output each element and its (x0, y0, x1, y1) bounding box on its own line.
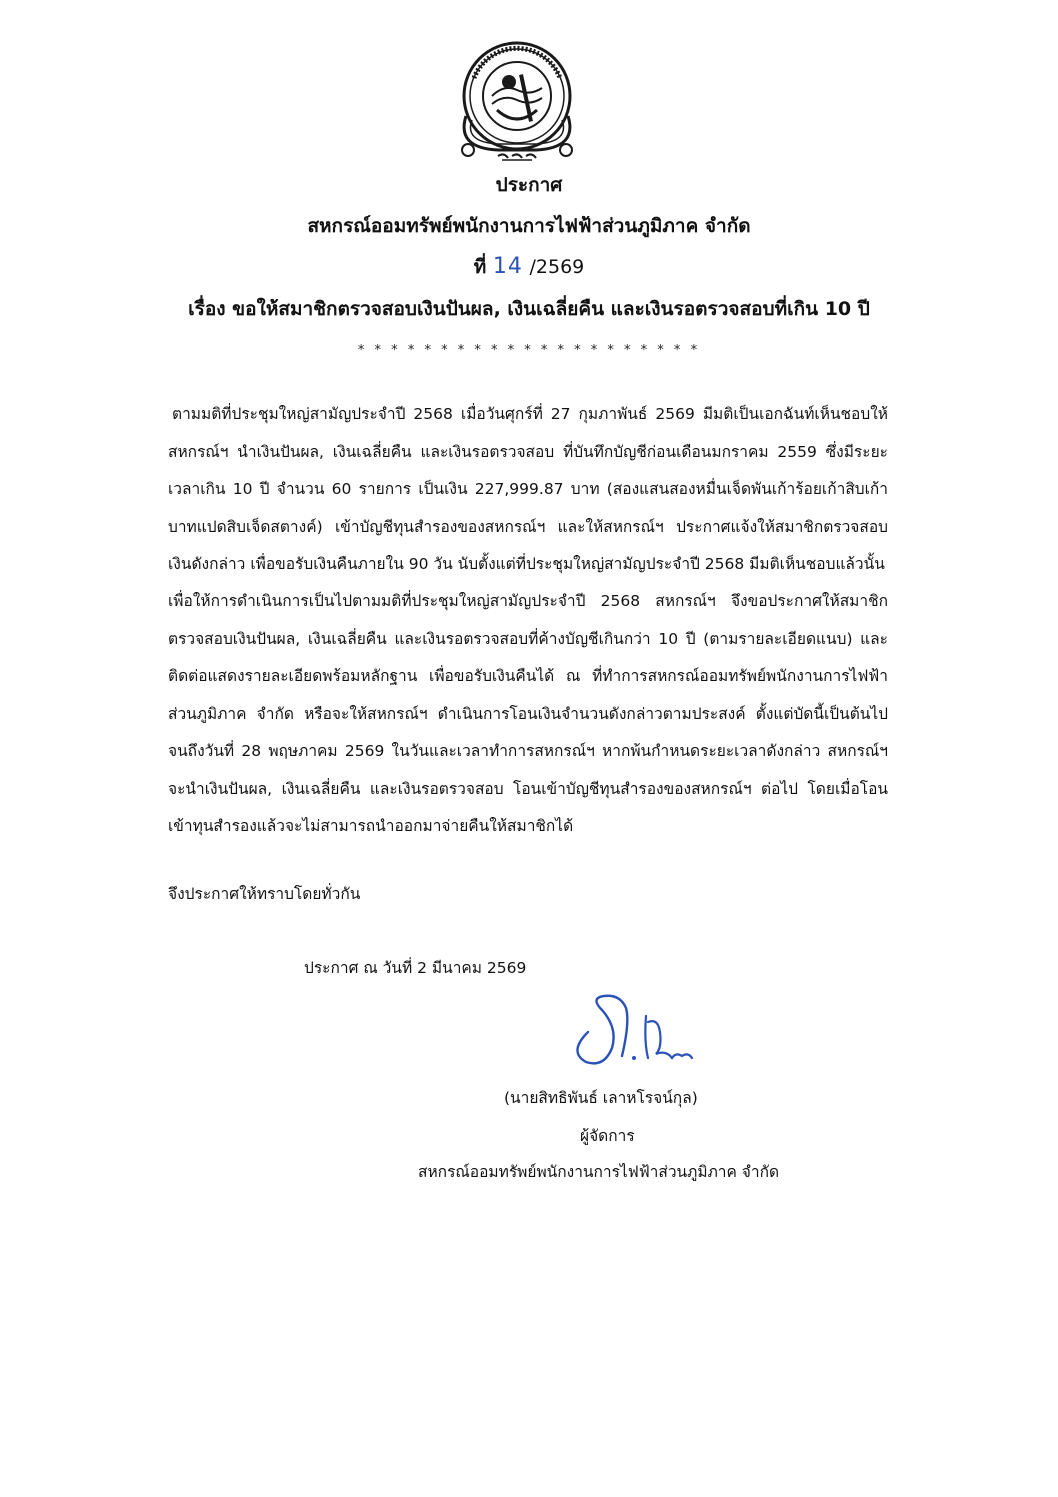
cooperative-seal-icon (452, 38, 582, 170)
document-number (0, 254, 1058, 280)
paragraph-2-text: เพื่อให้การดำเนินการเป็นไปตามมติที่ประชุมใหญ่สามัญประจำปี 2568 สหกรณ์ฯ จึงขอประกาศให้สมาชิกตรวจสอบเงินปันผล, เงินเฉลี่ยคืน และเงินรอตรวจสอบที่ค้างบัญชีเกินกว่า 10 ปี (ตามรายละเอียดแนบ) และติดต่อแสดงรายละเอียดพร้อมหลักฐาน เพื่อขอรับเงินคืนได้ ณ ที่ทำการสหกรณ์ออมทรัพย์พนักงานการไฟฟ้าส่วนภูมิภาค จำกัด หรือจะให้สหกรณ์ฯ ดำเนินการโอนเงินจำนวนดังกล่าวตามประสงค์ ตั้งแต่บัดนี้เป็นต้นไปจนถึงวันที่ 28 พฤษภาคม 2569 ในวันและเวลาทำการสหกรณ์ฯ หากพ้นกำหนดระยะเวลาดังกล่าว สหกรณ์ฯ จะนำเงินปันผล, เงินเฉลี่ยคืน และเงินรอตรวจสอบ โอนเข้าบัญชีทุนสำรองของสหกรณ์ฯ ต่อไป โดยเมื่อโอนเข้าทุนสำรองแล้วจะไม่สามารถนำออกมาจ่ายคืนให้สมาชิกได้ (168, 592, 888, 835)
handwritten-signature (560, 992, 710, 1072)
acknowledgement-text: จึงประกาศให้ทราบโดยทั่วกัน (168, 885, 361, 903)
separator: * * * * * * * * * * * * * * * * * * * * * (357, 343, 701, 358)
subject-line: เรื่อง ขอให้สมาชิกตรวจสอบเงินปันผล, เงินเฉลี่ยคืน และเงินรอตรวจสอบที่เกิน 10 ปี (188, 298, 870, 320)
signer-position: ผู้จัดการ (580, 1127, 635, 1145)
organization-name: สหกรณ์ออมทรัพย์พนักงานการไฟฟ้าส่วนภูมิภาค จำกัด (307, 215, 751, 237)
document-title: ประกาศ (495, 174, 563, 196)
announcement-date: ประกาศ ณ วันที่ 2 มีนาคม 2569 (304, 959, 527, 977)
number-suffix: /2569 (529, 256, 585, 278)
signer-organization: สหกรณ์ออมทรัพย์พนักงานการไฟฟ้าส่วนภูมิภาค จำกัด (418, 1163, 780, 1181)
handwritten-number: 14 (492, 254, 523, 279)
signer-name: (นายสิทธิพันธ์ เลาหโรจน์กุล) (504, 1089, 698, 1107)
number-prefix: ที่ (473, 256, 487, 278)
paragraph-1-text: ตามมติที่ประชุมใหญ่สามัญประจำปี 2568 เมื่อวันศุกร์ที่ 27 กุมภาพันธ์ 2569 มีมติเป็นเอกฉันท์เห็นชอบให้สหกรณ์ฯ นำเงินปันผล, เงินเฉลี่ยคืน และเงินรอตรวจสอบ ที่บันทึกบัญชีก่อนเดือนมกราคม 2559 ซึ่งมีระยะเวลาเกิน 10 ปี จำนวน 60 รายการ เป็นเงิน 227,999.87 บาท (สองแสนสองหมื่นเจ็ดพันเก้าร้อยเก้าสิบเก้าบาทแปดสิบเจ็ดสตางค์) เข้าบัญชีทุนสำรองของสหกรณ์ฯ และให้สหกรณ์ฯ ประกาศแจ้งให้สมาชิกตรวจสอบเงินดังกล่าว เพื่อขอรับเงินคืนภายใน 90 วัน นับตั้งแต่ที่ประชุมใหญ่สามัญประจำปี 2568 มีมติเห็นชอบแล้วนั้น (168, 405, 888, 573)
body-paragraph-2 (168, 583, 888, 846)
body-paragraph-1 (168, 396, 888, 584)
